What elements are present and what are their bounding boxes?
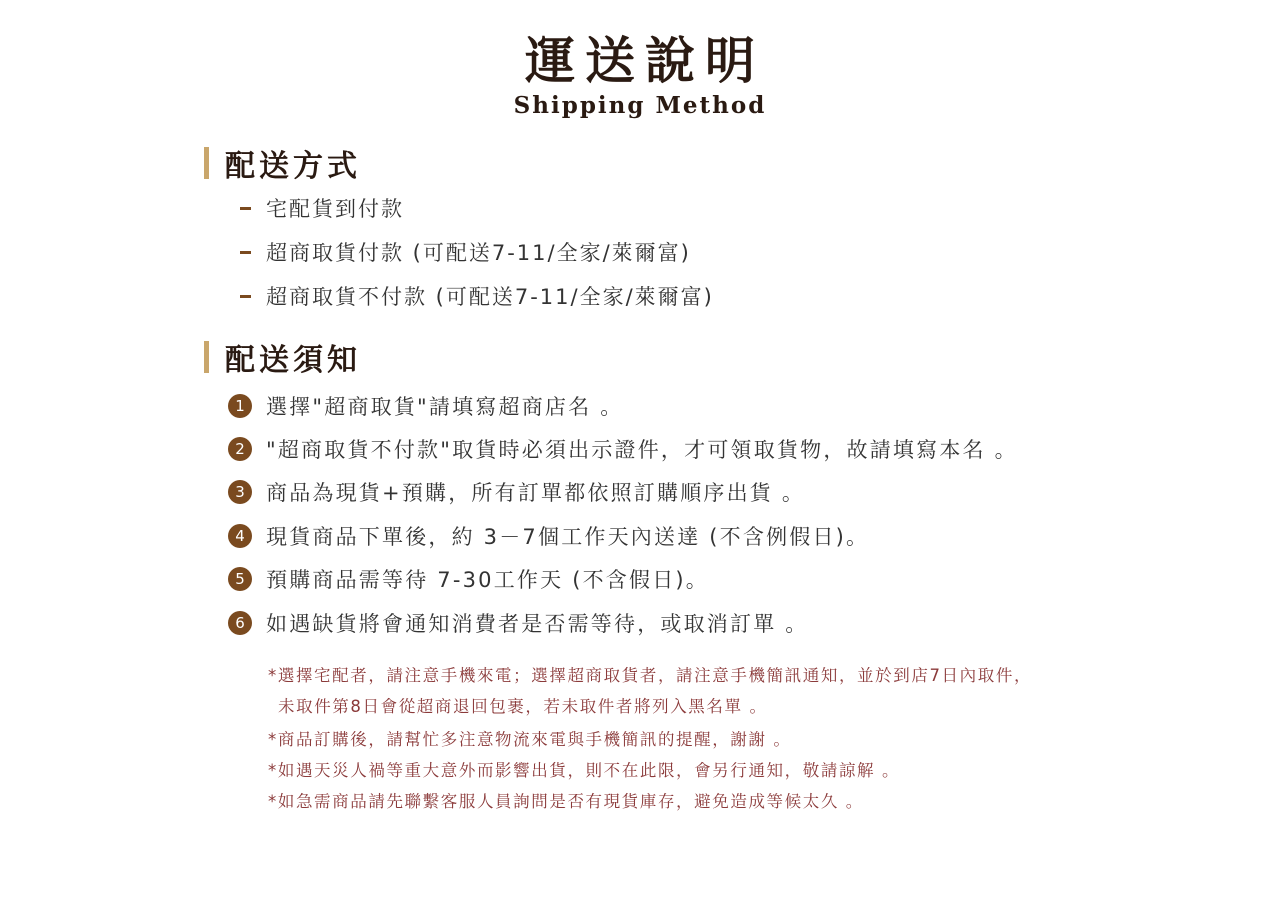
list-item [228,514,1018,557]
note-text: 選擇"超商取貨"請填寫超商店名 。 [266,394,624,419]
list-item [228,384,1018,427]
method-label: 宅配貨到付款 [266,197,404,221]
note-text: 現貨商品下單後，約 3－7個工作天內送達 (不含例假日)。 [266,524,870,549]
notes-list [228,384,1018,644]
list-item [228,427,1018,470]
list-item [240,186,714,230]
list-item [240,230,714,274]
accent-bar [204,147,209,179]
method-label: 超商取貨不付款 (可配送7-11/全家/萊爾富) [266,285,714,309]
number-circle-icon: 3 [228,480,252,504]
page-title: 運送說明 [525,31,765,90]
note-text: 商品為現貨+預購，所有訂單都依照訂購順序出貨 。 [266,481,806,506]
section-title-notes: 配送須知 [225,343,361,378]
accent-bar [204,341,209,373]
list-item [228,558,1018,601]
remark-line: *選擇宅配者，請注意手機來電；選擇超商取貨者，請注意手機簡訊通知，並於到店7日內取件， [268,666,1033,685]
note-text: "超商取貨不付款"取貨時必須出示證件，才可領取貨物，故請填寫本名 。 [266,438,1018,463]
page-subtitle: Shipping Method [513,92,767,119]
note-text: 如遇缺貨將會通知消費者是否需等待，或取消訂單 。 [266,611,809,636]
number-circle-icon: 4 [228,524,252,548]
dash-icon [240,251,251,254]
list-item [228,471,1018,514]
method-label: 超商取貨付款 (可配送7-11/全家/萊爾富) [266,241,691,265]
number-circle-icon: 5 [228,567,252,591]
dash-icon [240,207,251,210]
remark-item: *商品訂購後，請幫忙多注意物流來電與手機簡訊的提醒，謝謝 。 [268,730,792,749]
page-header [0,28,1280,121]
section-heading-methods [204,143,361,183]
remark-item: *如遇天災人禍等重大意外而影響出貨，則不在此限，會另行通知，敬請諒解 。 [268,761,901,780]
number-circle-icon: 1 [228,394,252,418]
remark-item [268,660,1168,722]
method-list [240,186,714,318]
note-text: 預購商品需等待 7-30工作天 (不含假日)。 [266,568,709,593]
remark-item: *如急需商品請先聯繫客服人員詢問是否有現貨庫存，避免造成等候太久 。 [268,792,864,811]
number-circle-icon: 6 [228,611,252,635]
number-circle-icon: 2 [228,437,252,461]
section-title-methods: 配送方式 [225,149,361,184]
list-item [240,274,714,318]
dash-icon [240,295,251,298]
list-item [228,601,1018,644]
remark-line-continued: 未取件第8日會從超商退回包裹，若未取件者將列入黑名單 。 [278,697,768,716]
section-heading-notes [204,337,361,377]
remarks-block [268,660,1168,817]
